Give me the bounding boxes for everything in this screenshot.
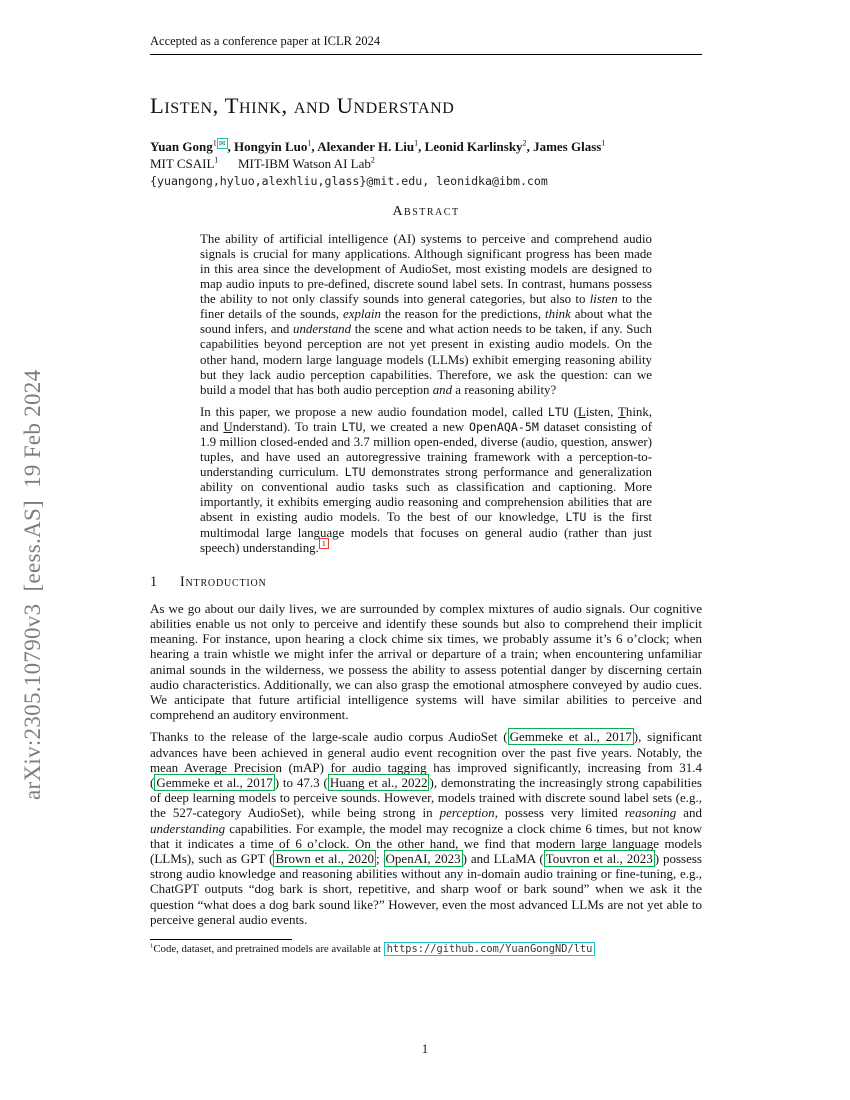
authors-line xyxy=(150,139,702,156)
text-run: ( xyxy=(568,404,578,419)
arxiv-stamp: arXiv:2305.10790v3 [eess.AS] 19 Feb 2024 xyxy=(20,369,45,800)
text-run: is the first multimodal large language models that focuses on general audio (rather than just speech) understanding. xyxy=(200,510,652,555)
m-text: LTU xyxy=(344,465,366,480)
m-text: LTU xyxy=(547,404,569,419)
m-text: LTU xyxy=(341,419,363,434)
sup-text: 2 xyxy=(370,155,375,165)
text-run: the scene and what action needs to be taken, if any. Such capabilities beyond perception are not yet present in existing audio models. On the other hand, modern large language models (LLMs) exhibit emerging reasoning ability but they lack audio perception capabilities. Therefore, we ask the question: can we build a model that has both audio perception xyxy=(200,322,653,397)
citation-link[interactable]: Gemmeke et al., 2017 xyxy=(156,774,273,790)
intro-paragraph-1 xyxy=(150,601,702,723)
citation-link[interactable]: Touvron et al., 2023 xyxy=(545,850,653,866)
sup-text: 1 xyxy=(212,138,217,148)
section-title: Introduction xyxy=(180,573,267,590)
text-run: the reason for the predictions, xyxy=(380,307,546,322)
text-run: to the finer details of the sounds, xyxy=(200,292,652,322)
b-text: Yuan Gong xyxy=(150,139,213,154)
text-run: ), demonstrating the increasingly strong capabilities of deep learning models to perceive sounds. However, models trained with discrete sound label sets (e.g., the 527-category AudioSet), while being strong in xyxy=(150,774,702,821)
citation-link[interactable]: Huang et al., 2022 xyxy=(329,774,428,790)
i-text: understand xyxy=(293,322,352,337)
text-run: about what the sound infers, and xyxy=(200,307,652,337)
footnote-marker[interactable]: 1 xyxy=(319,538,329,549)
page-number: 1 xyxy=(421,1042,429,1056)
sup-text: 1 xyxy=(414,138,419,148)
i-text: listen xyxy=(589,292,618,307)
text-run: isten, xyxy=(585,404,618,419)
text-run: MIT CSAIL xyxy=(150,155,215,171)
m-text: LTU xyxy=(565,510,587,525)
text-run: ; xyxy=(375,850,384,866)
sup-text: 1 xyxy=(307,138,312,148)
b-text: Hongyin Luo xyxy=(234,139,308,154)
footnote xyxy=(150,943,702,956)
text-run: , we created a new xyxy=(362,419,469,434)
text-run: demonstrates strong performance and generalization ability on conventional audio tasks such as classification and captioning. More importantly, it exhibits emerging audio reasoning and comprehension abilities that are absent in existing audio models. To the best of our knowledge, xyxy=(200,465,652,525)
u-text: U xyxy=(223,419,233,434)
page-content xyxy=(150,34,702,956)
i-text: perception xyxy=(439,805,495,821)
text-run: dataset consisting of 1.9 million closed-ended and 3.7 million open-ended, diverse (audio, question, answer) tuples, and have used an autoregressive training framework with a perception-to-understanding curriculum. xyxy=(200,419,652,480)
section-number: 1 xyxy=(150,573,158,590)
i-text: explain xyxy=(343,307,381,322)
sup-text: 2 xyxy=(522,138,527,148)
envelope-icon[interactable]: ✉ xyxy=(218,138,226,148)
m-text: OpenAQA-5M xyxy=(468,419,539,434)
intro-paragraph-2 xyxy=(150,729,702,927)
text-run: , possess very limited xyxy=(494,805,625,821)
b-text: , xyxy=(311,139,318,154)
i-text: understanding xyxy=(150,820,226,836)
text-run: In this paper, we propose a new audio foundation model, called xyxy=(200,404,548,419)
b-text: Leonid Karlinsky xyxy=(424,139,523,154)
text-run: As we go about our daily lives, we are surrounded by complex mixtures of audio signals. Our cognitive abilities enable us not only to perceive and identify these sounds but also to comprehend their implicit meaning. For instance, upon hearing a clock chime six times, we probably assume it’s 6 o’clock; when hearing a train whistle we might infer the arrival or departure of a train; when encountering unfamiliar animal sounds in the wilderness, we possess the ability to assess potential danger by discerning certain audio characteristics. Additionally, we can also grasp the emotional atmosphere conveyed by audio cues. We anticipate that future artificial intelligence systems will have similar abilities to perceive and comprehend an auditory environment. xyxy=(150,600,702,723)
sup-text: 1 xyxy=(150,942,154,950)
text-run: nderstand). To train xyxy=(232,419,342,434)
b-text: , xyxy=(526,139,534,154)
abstract-paragraph-1 xyxy=(200,232,652,398)
text-run: ), significant advances have been achieved in general audio event recognition over the past five years. Notably, the mean Average Precision (mAP) for audio tagging has improved significantly, increasing from 31.4 ( xyxy=(150,729,703,790)
text-run: MIT-IBM Watson AI Lab xyxy=(218,155,371,171)
u-text: T xyxy=(618,404,626,419)
text-run: ) possess strong audio knowledge and reasoning abilities without any in-domain audio training or fine-tuning, e.g., ChatGPT outputs “dog bark is short, repetitive, and sharp woof or bark sound” when we ask it the question “what does a dog bark sound like?” However, even the most advanced LLMs are not yet able to perceive general audio events. xyxy=(150,850,702,927)
footnote-rule xyxy=(150,939,292,940)
text-run: Thanks to the release of the large-scale audio corpus AudioSet ( xyxy=(150,729,508,745)
i-text: and xyxy=(432,382,453,397)
citation-link[interactable]: Brown et al., 2020 xyxy=(275,850,374,866)
abstract-paragraph-2 xyxy=(200,405,652,556)
i-text: reasoning xyxy=(624,805,677,821)
url-link[interactable]: https://github.com/YuanGongND/ltu xyxy=(384,942,596,956)
abstract-heading: Abstract xyxy=(392,204,460,220)
emails-line: {yuangong,hyluo,alexhliu,glass}@mit.edu, leonidka@ibm.com xyxy=(150,174,548,189)
section-1-heading xyxy=(150,574,702,591)
text-run: and xyxy=(676,805,702,821)
b-text: Alexander H. Liu xyxy=(317,139,415,154)
text-run: ) to 47.3 ( xyxy=(274,774,328,790)
citation-link[interactable]: OpenAI, 2023 xyxy=(385,850,461,866)
u-text: L xyxy=(577,404,586,419)
b-text: James Glass xyxy=(533,139,602,154)
b-text: , xyxy=(418,139,425,154)
i-text: think xyxy=(545,307,571,322)
affiliations-line xyxy=(150,156,702,172)
text-run: The ability of artificial intelligence (AI) systems to perceive and comprehend audio signals is crucial for many applications. Although significant progress has been made in this area since the development of AudioSet, most existing models are designed to map audio inputs to pre-defined, discrete sound label sets. In contrast, humans possess the ability to not only classify sounds into general categories, but also to xyxy=(200,231,652,307)
text-run: capabilities. For example, the model may recognize a clock chime 6 times, but not know that it indicates a time of 6 o’clock. On the other hand, we find that modern large language models (LLMs), such as GPT ( xyxy=(150,820,702,866)
b-text: , xyxy=(227,139,235,154)
text-run: Code, dataset, and pretrained models are available at xyxy=(153,942,384,955)
paper-title: Listen, Think, and Understand xyxy=(150,93,455,118)
text-run: a reasoning ability? xyxy=(452,382,557,397)
citation-link[interactable]: Gemmeke et al., 2017 xyxy=(509,729,632,745)
text-run: ) and LLaMA ( xyxy=(462,850,544,866)
abstract-body xyxy=(200,232,652,556)
text-run: hink, and xyxy=(200,404,653,434)
sup-text: 1 xyxy=(214,155,219,165)
sup-text: 1 xyxy=(601,138,606,148)
running-header: Accepted as a conference paper at ICLR 2024 xyxy=(150,34,702,55)
